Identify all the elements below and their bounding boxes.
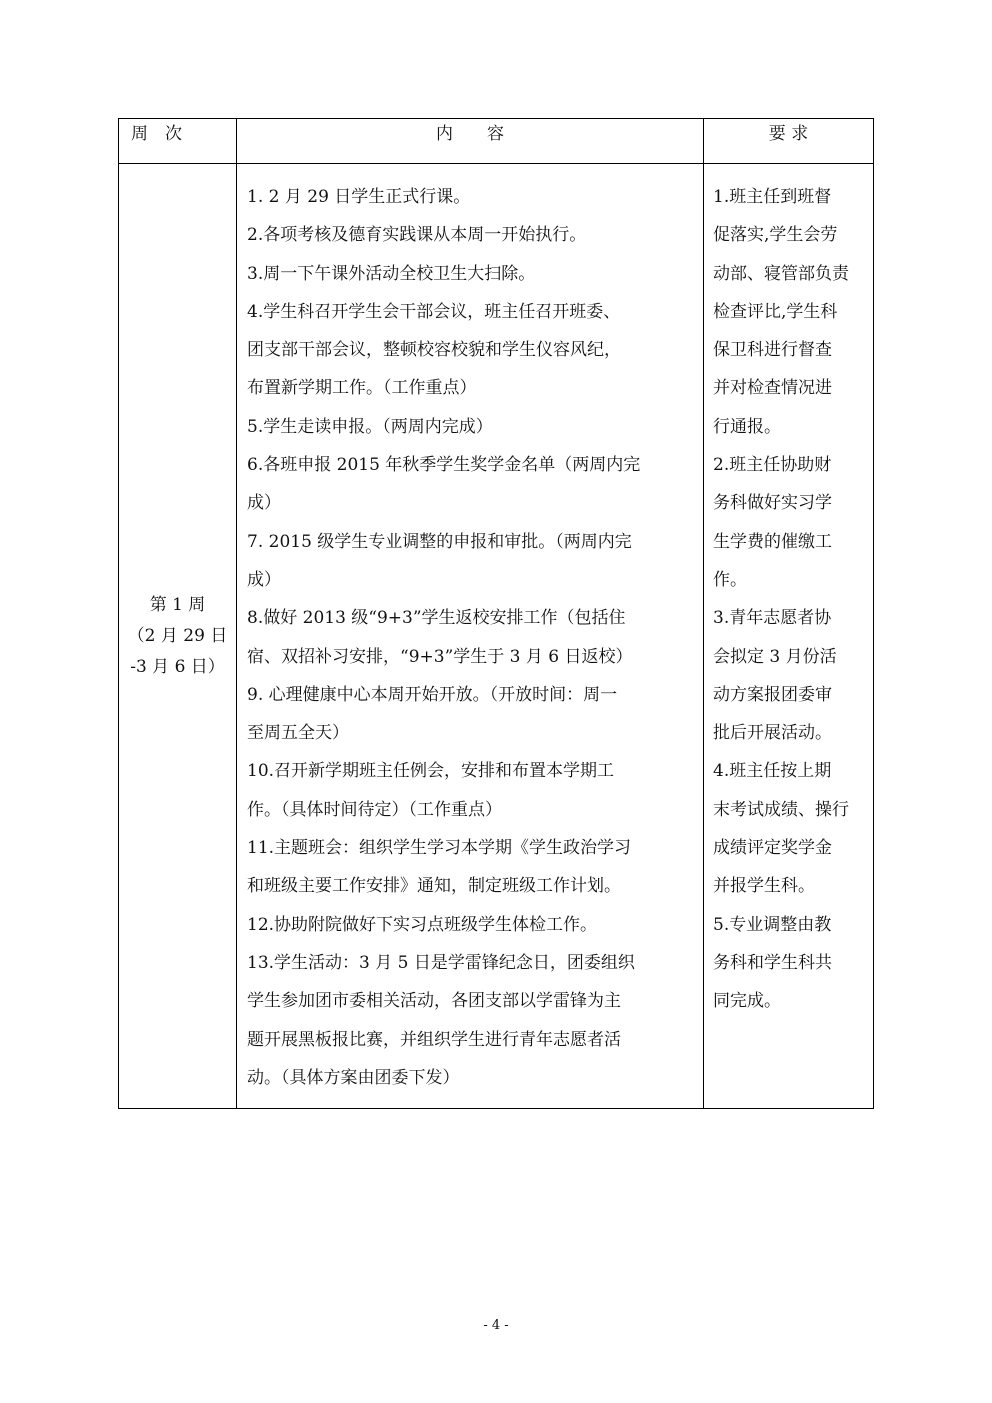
content-line: 10.召开新学期班主任例会，安排和布置本学期工 (247, 761, 615, 782)
content-line: 学生参加团市委相关活动，各团支部以学雷锋为主 (247, 991, 621, 1012)
requirement-line: 务科做好实习学 (713, 493, 832, 514)
content-line: 2.各项考核及德育实践课从本周一开始执行。 (247, 225, 587, 246)
requirement-line: 会拟定 3 月份活 (713, 646, 837, 667)
requirement-line: 批后开展活动。 (713, 723, 832, 744)
content-line: 作。（具体时间待定）（工作重点） (247, 799, 502, 820)
requirement-line: 务科和学生科共 (713, 952, 832, 973)
requirement-line: 行通报。 (713, 416, 781, 437)
week-range-start: （2 月 29 日 (127, 625, 228, 646)
content-line: 3.周一下午课外活动全校卫生大扫除。 (247, 263, 536, 284)
requirement-line: 5.专业调整由教 (713, 914, 832, 935)
requirement-line: 动部、寝管部负责 (713, 263, 849, 284)
week-label: 第 1 周 (149, 594, 206, 615)
content-line: 动。（具体方案由团委下发） (247, 1067, 460, 1088)
requirement-line: 3.青年志愿者协 (713, 608, 832, 629)
header-requirement: 要 求 (704, 119, 874, 164)
week-range-end: -3 月 6 日） (130, 656, 225, 677)
requirement-cell (704, 164, 874, 1109)
content-line: 4.学生科召开学生会干部会议，班主任召开班委、 (247, 301, 621, 322)
requirement-line: 作。 (713, 569, 747, 590)
content-line: 6.各班申报 2015 年秋季学生奖学金名单（两周内完 (247, 455, 641, 476)
content-line: 成） (247, 493, 281, 514)
requirement-line: 检查评比,学生科 (713, 301, 838, 322)
requirement-line: 动方案报团委审 (713, 684, 832, 705)
content-cell (237, 164, 704, 1109)
content-line: 布置新学期工作。（工作重点） (247, 378, 477, 399)
content-line: 团支部干部会议，整顿校容校貌和学生仪容风纪， (247, 340, 621, 361)
content-line: 7. 2015 级学生专业调整的申报和审批。（两周内完 (247, 531, 632, 552)
content-line: 1. 2 月 29 日学生正式行课。 (247, 187, 471, 207)
content-line: 题开展黑板报比赛，并组织学生进行青年志愿者活 (247, 1029, 621, 1050)
content-line: 12.协助附院做好下实习点班级学生体检工作。 (247, 914, 598, 935)
requirement-line: 末考试成绩、操行 (713, 799, 849, 820)
requirement-line: 生学费的催缴工 (713, 531, 832, 552)
requirement-line: 促落实,学生会劳 (713, 225, 838, 246)
content-line: 13.学生活动：3 月 5 日是学雷锋纪念日，团委组织 (247, 952, 635, 973)
page-number: - 4 - (483, 1318, 509, 1333)
requirement-line: 保卫科进行督查 (713, 340, 832, 361)
requirement-line: 并报学生科。 (713, 876, 815, 897)
content-line: 至周五全天） (247, 723, 349, 744)
requirement-line: 4.班主任按上期 (713, 761, 832, 782)
requirement-line: 1.班主任到班督 (713, 187, 832, 207)
header-content: 内 容 (237, 119, 704, 164)
header-row (119, 119, 874, 164)
content-line: 9. 心理健康中心本周开始开放。（开放时间：周一 (247, 684, 618, 705)
content-line: 11.主题班会：组织学生学习本学期《学生政治学习 (247, 838, 632, 859)
requirement-line: 并对检查情况进 (713, 378, 832, 399)
requirement-line: 成绩评定奖学金 (713, 838, 832, 859)
content-line: 成） (247, 569, 281, 590)
requirement-line: 同完成。 (713, 991, 781, 1012)
content-line: 5.学生走读申报。（两周内完成） (247, 416, 493, 437)
week-cell (119, 164, 237, 1109)
week-1-row (119, 164, 874, 1109)
content-line: 宿、双招补习安排，“9+3”学生于 3 月 6 日返校） (247, 646, 633, 667)
requirement-line: 2.班主任协助财 (713, 455, 832, 476)
content-line: 和班级主要工作安排》通知，制定班级工作计划。 (247, 876, 621, 897)
content-line: 8.做好 2013 级“9+3”学生返校安排工作（包括住 (247, 608, 626, 629)
schedule-table (118, 118, 874, 1109)
header-week: 周 次 (119, 119, 237, 164)
